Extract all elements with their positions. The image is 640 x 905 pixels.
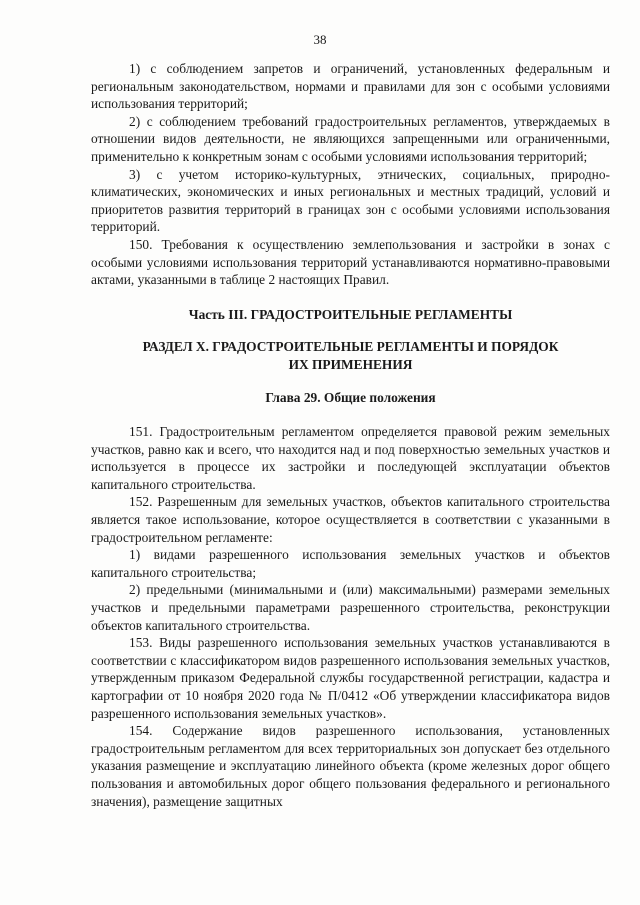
part-title: Часть III. ГРАДОСТРОИТЕЛЬНЫЕ РЕГЛАМЕНТЫ: [188, 306, 513, 322]
paragraph: 154. Содержание видов разрешенного использования, установленных градостроительным регламентом для всех территориальных зон допускает без отдельного указания размещение и эксплуатацию линейного объекта (кроме железных дорог общего пользования и автомобильных дорог общего пользования федерального и регионального значения), размещение защитных: [91, 723, 610, 809]
section-title: [91, 338, 610, 373]
page-number: 38: [313, 32, 327, 47]
paragraph: 150. Требования к осуществлению землепользования и застройки в зонах с особыми условиями использования территорий устанавливаются нормативно-правовыми актами, указанными в таблице 2 настоящих Правил.: [91, 236, 610, 288]
chapter-title: Глава 29. Общие положения: [265, 389, 436, 405]
paragraph: 153. Виды разрешенного использования земельных участков устанавливаются в соответствии с классификатором видов разрешенного использования земельных участков, утвержденным приказом Федеральной службы государственной регистрации, кадастра и картографии от 10 ноября 2020 года № П/0412 «Об утверждении классификатора видов разрешенного использования земельных участков».: [91, 635, 610, 721]
section-title-line: ИХ ПРИМЕНЕНИЯ: [288, 356, 413, 372]
document-body: [91, 60, 610, 810]
paragraph: 1) видами разрешенного использования земельных участков и объектов капитального строительства;: [91, 547, 610, 580]
paragraph: 151. Градостроительным регламентом определяется правовой режим земельных участков, равно как и всего, что находится над и под поверхностью земельных участков и используется в процессе их застройки и последующей эксплуатации объектов капитального строительства.: [91, 424, 610, 492]
paragraph: 3) с учетом историко-культурных, этнических, социальных, природно-климатических, экономических и иных региональных и местных традиций, условий и приоритетов развития территорий в границах зон с особыми условиями использования территорий.: [91, 166, 610, 235]
paragraph: 2) предельными (минимальными и (или) максимальными) размерами земельных участков и предельными параметрами разрешенного строительства, реконструкции объектов капитального строительства.: [91, 582, 610, 633]
paragraph: 1) с соблюдением запретов и ограничений, установленных федеральным и региональным законодательством, нормами и правилами для зон с особыми условиями использования территорий;: [91, 61, 610, 112]
section-title-line: РАЗДЕЛ X. ГРАДОСТРОИТЕЛЬНЫЕ РЕГЛАМЕНТЫ И ПОРЯДОК: [142, 339, 559, 355]
paragraph: 2) с соблюдением требований градостроительных регламентов, утверждаемых в отношении видов деятельности, не являющихся запрещенными или ограниченными, применительно к конкретным зонам с особыми условиями использования территорий;: [91, 113, 610, 164]
paragraph: 152. Разрешенным для земельных участков, объектов капитального строительства является такое использование, которое осуществляется в соответствии с указанными в градостроительном регламенте:: [91, 494, 610, 545]
